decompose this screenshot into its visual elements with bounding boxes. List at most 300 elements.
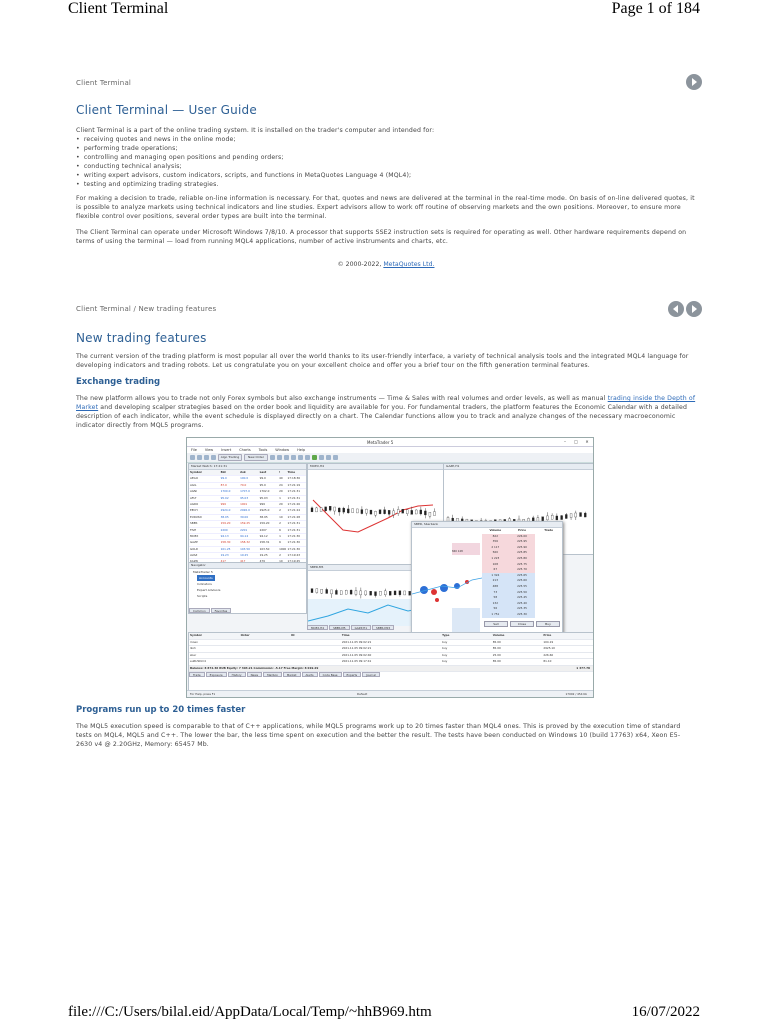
candle-body bbox=[394, 591, 396, 595]
column-header: Price bbox=[518, 528, 526, 532]
candle-body bbox=[352, 509, 354, 513]
candle-body bbox=[320, 507, 322, 511]
market-watch-cell: 2924.0 bbox=[220, 508, 231, 513]
dom-cell: 225.90 bbox=[517, 544, 527, 549]
maximize-icon: □ bbox=[574, 439, 578, 444]
dom-trade-bubble bbox=[435, 598, 439, 602]
exchange-paragraph bbox=[76, 394, 696, 430]
market-watch-cell: 2 bbox=[279, 521, 281, 526]
file-path: file:///C:/Users/bilal.eid/AppData/Local/Temp/~hhB969.htm bbox=[68, 1004, 432, 1020]
market-watch-cell: 159.25 bbox=[240, 521, 250, 526]
candle-body bbox=[375, 511, 377, 515]
candle-body bbox=[384, 510, 386, 514]
market-watch-cell: 2 bbox=[279, 553, 281, 558]
toolbox-tab: Journal bbox=[362, 672, 380, 677]
candle-body bbox=[365, 509, 367, 513]
navigator-panel bbox=[188, 562, 307, 614]
market-watch-cell: 19.25 bbox=[259, 553, 268, 558]
dom-rows bbox=[482, 534, 562, 618]
candle-body bbox=[556, 516, 558, 520]
market-watch-cell: 159.20 bbox=[259, 521, 270, 526]
section-title: New trading features bbox=[76, 331, 207, 345]
candle-body bbox=[580, 513, 582, 517]
balance-text: Balance: 8 872.36 RUB Equity: 7 303.21 Commission: -5.17 Free Margin: 8 019.29 bbox=[190, 665, 319, 670]
market-watch-cell: 101.25 bbox=[220, 546, 231, 551]
exchange-text-1: The new platform allows you to trade not only Forex symbols but also exchange instruments — Time & Sales with real volumes and order levels, as well as manual bbox=[76, 395, 608, 402]
column-header: Order bbox=[240, 633, 250, 637]
trade-cell bbox=[290, 653, 341, 659]
trade-cell: buy bbox=[442, 639, 448, 644]
balance-profit: 1 377.78 bbox=[576, 665, 590, 670]
market-watch-cell: FIVE bbox=[190, 527, 197, 532]
list-item: • receiving quotes and news in the online mode; bbox=[76, 135, 696, 144]
candle-body bbox=[575, 513, 577, 517]
market-watch-cell: 1 bbox=[279, 533, 281, 538]
candle-body bbox=[343, 508, 345, 512]
market-watch-cell: 999 bbox=[220, 501, 226, 506]
market-watch-cell: 17:21:19 bbox=[287, 482, 301, 487]
market-watch-cell: 87.0 bbox=[220, 482, 227, 487]
close-button: Close bbox=[510, 621, 534, 627]
column-header: Type bbox=[442, 633, 450, 637]
tree-item-selected: Accounts bbox=[199, 576, 213, 580]
market-watch-cell: AGNI bbox=[190, 489, 197, 494]
market-watch-cell: 19.23 bbox=[220, 553, 229, 558]
market-watch-cell: 17:21:31 bbox=[287, 489, 301, 494]
candle-body bbox=[316, 508, 318, 512]
candle-chart-icon bbox=[277, 455, 282, 460]
market-watch-cell: 17:21:28 bbox=[287, 514, 301, 519]
buy-button: Buy bbox=[536, 621, 560, 627]
candle-body bbox=[321, 589, 323, 593]
menu-item: Insert bbox=[221, 448, 232, 452]
candle-body bbox=[338, 508, 340, 512]
candle-body bbox=[411, 510, 413, 514]
trade-cell bbox=[240, 646, 291, 652]
market-watch-cell: 2207 bbox=[259, 527, 267, 532]
new-order-button: New Order bbox=[244, 454, 268, 461]
algo-trading-button: Algo Trading bbox=[218, 454, 242, 461]
market-watch-cell: 17:21:31 bbox=[287, 521, 301, 526]
list-item: • testing and optimizing trading strategies. bbox=[76, 180, 696, 189]
trade-cell bbox=[240, 653, 291, 659]
market-watch-cell: 38.95 bbox=[259, 514, 268, 519]
dom-cell: 225.95 bbox=[517, 539, 527, 544]
intro-paragraph: The current version of the trading platform is most popular all over the world thanks to its user-friendly interface, a variety of technical analysis tools and the integrated MQL4 language for developing indicators and trading robots. Let us congratulate you on your excellent choice and offer you a brief tour on the fifth generation terminal features. bbox=[76, 353, 689, 369]
column-header: Volume bbox=[489, 528, 502, 532]
market-watch-icon bbox=[211, 455, 216, 460]
market-watch-cell: 99.0 bbox=[220, 476, 227, 481]
toolbox-tab: Mailbox bbox=[263, 672, 282, 677]
column-header: Symbol bbox=[190, 470, 202, 474]
dom-trade-bubble bbox=[431, 589, 437, 595]
dom-row bbox=[482, 612, 562, 618]
market-watch-cell: 103.50 bbox=[259, 546, 270, 551]
candle-body bbox=[340, 591, 342, 595]
dom-cell: 225.70 bbox=[517, 567, 527, 572]
trade-cell bbox=[290, 640, 341, 646]
menu-item: File bbox=[191, 448, 197, 452]
trade-cell: sber bbox=[190, 652, 197, 657]
tree-item: Scripts bbox=[197, 594, 208, 598]
market-watch-cell: AEGO bbox=[190, 476, 199, 481]
market-watch-cell: 38.05 bbox=[220, 514, 229, 519]
trade-cell bbox=[240, 640, 291, 646]
dom-cell: 108 bbox=[492, 561, 498, 566]
market-watch-cell: 17:21:30 bbox=[287, 540, 301, 545]
candle-body bbox=[546, 516, 548, 520]
dom-title: SBER, Sberbank bbox=[412, 522, 562, 528]
tab-chart: SBER,M5 bbox=[329, 625, 350, 630]
column-header: Symbol bbox=[190, 633, 202, 637]
toolbox-tab: News bbox=[247, 672, 263, 677]
feature-list bbox=[76, 135, 696, 189]
column-header: Bid bbox=[220, 470, 226, 474]
dom-price-label: 840 148 bbox=[452, 550, 463, 553]
tab-favorites: Favorites bbox=[211, 608, 232, 613]
menu-item: Charts bbox=[239, 448, 251, 452]
toolbox-tab: Trade bbox=[189, 672, 205, 677]
cursor-icon bbox=[319, 455, 324, 460]
column-header: ID bbox=[291, 633, 295, 637]
subheading-programs-faster: Programs run up to 20 times faster bbox=[76, 705, 246, 715]
tab-common: Common bbox=[189, 608, 210, 613]
market-watch-cell: 1702.0 bbox=[259, 489, 270, 494]
candle-body bbox=[388, 510, 390, 514]
market-watch-cell: 2925.0 bbox=[259, 508, 270, 513]
navigator-title: Navigator bbox=[189, 563, 306, 569]
dom-cell: 822 bbox=[492, 533, 498, 538]
market-watch-cell: 95.0 bbox=[259, 482, 266, 487]
metatrader-screenshot bbox=[186, 437, 594, 698]
candle-body bbox=[334, 507, 336, 511]
market-watch-cell: GAZP bbox=[190, 540, 198, 545]
candle-body bbox=[325, 507, 327, 511]
dom-cell: 488 bbox=[492, 583, 498, 588]
market-watch-cell: AGIL bbox=[190, 482, 197, 487]
toolbox-tab: Experts bbox=[343, 672, 362, 677]
tree-item: Indicators bbox=[197, 582, 212, 586]
dom-cell: 56 bbox=[493, 606, 498, 611]
candle-body bbox=[370, 510, 372, 514]
candle-body bbox=[335, 590, 337, 594]
column-header: Volume bbox=[492, 633, 505, 637]
dom-cell: 225.60 bbox=[517, 578, 527, 583]
market-watch-cell: SBER bbox=[190, 521, 198, 526]
candle-body bbox=[356, 509, 358, 513]
column-header: Trade bbox=[544, 528, 554, 532]
dom-cell: 58 bbox=[493, 595, 498, 600]
candle-body bbox=[379, 591, 381, 595]
market-watch-cell: AGRO bbox=[190, 501, 199, 506]
market-watch-cell: 158.32 bbox=[240, 540, 250, 545]
dom-cell: 225.40 bbox=[517, 600, 527, 605]
trade-cell: 25.00 bbox=[492, 652, 501, 657]
market-watch-cell: GOLD bbox=[190, 546, 199, 551]
next-topic-button[interactable] bbox=[686, 301, 702, 317]
candle-body bbox=[397, 509, 399, 513]
metaquotes-link[interactable]: MetaQuotes Ltd. bbox=[383, 261, 435, 268]
dom-cell: 560 bbox=[492, 550, 498, 555]
breadcrumb: Client Terminal / New trading features bbox=[76, 305, 217, 313]
trade-cell: 2925.10 bbox=[543, 646, 555, 650]
trade-cell: buy bbox=[442, 652, 448, 657]
market-watch-cell: 17:18:36 bbox=[287, 476, 301, 481]
market-watch-cell: 95.02 bbox=[220, 495, 229, 500]
candle-body bbox=[551, 515, 553, 519]
navigator-tree bbox=[189, 569, 306, 599]
topic-nav bbox=[686, 74, 702, 90]
market-watch-cell: AFLT bbox=[190, 495, 197, 500]
print-header-title: Client Terminal bbox=[68, 0, 169, 17]
copyright-text: © 2000-2022, bbox=[337, 261, 384, 268]
dom-cell: 213 bbox=[492, 578, 498, 583]
trade-cell: 2021.11.05 09:17:41 bbox=[341, 659, 372, 663]
dom-chart-area bbox=[412, 528, 482, 649]
dom-cell: 225.80 bbox=[517, 555, 527, 560]
market-watch-rows bbox=[189, 476, 306, 565]
section-new-trading-features bbox=[76, 302, 696, 430]
exchange-text-2: and developing scalper strategies based on the order book and liquidity are available for you. For fundamental traders, the platform features the Economic Calendar with a detailed description of each indicator, while the event schedule is displayed directly on a chart. The Calendar functions allow you to track and analyze changes of the necessary macroeconomic indicator directly from MQL5 programs. bbox=[76, 404, 688, 429]
market-watch-cell: 2926.0 bbox=[240, 508, 250, 513]
trade-cell: buy bbox=[442, 646, 448, 650]
dom-cell: 225.45 bbox=[517, 595, 527, 600]
market-watch-cell: 999 bbox=[259, 501, 265, 506]
market-watch-cell: EURUSD bbox=[190, 514, 202, 519]
paragraph: For making a decision to trade, reliable on-line information is necessary. For that, quotes and news are delivered at the terminal in the real-time mode. On basis of on-line delivered quotes, it is possible to analyze markets using technical indicators and line studies. Expert advisors allow to work off routine of observing markets and the own positions. Moreover, to ensure more flexible control over positions, several order types are built into the terminal. bbox=[76, 195, 695, 220]
dom-cell: 1 223 bbox=[491, 555, 500, 560]
column-header: Ask bbox=[240, 470, 246, 474]
menu-item: Help bbox=[297, 448, 306, 452]
auto-scroll-icon bbox=[312, 455, 317, 460]
chart-title: GAZP,H1 bbox=[444, 464, 594, 470]
dom-cell: 73 bbox=[493, 589, 498, 594]
trade-cell: 104.19 bbox=[543, 639, 554, 644]
candle-body bbox=[415, 510, 417, 514]
candle-body bbox=[326, 589, 328, 593]
chart-tabs bbox=[307, 625, 394, 630]
market-watch-cell: 10 bbox=[279, 514, 283, 519]
dom-cell: 67 bbox=[493, 567, 498, 572]
toolbox-tab: Market bbox=[283, 672, 301, 677]
print-header bbox=[0, 0, 768, 22]
candle-body bbox=[433, 512, 435, 516]
market-watch-cell: 17:21:24 bbox=[287, 508, 301, 513]
dom-cell: 225.30 bbox=[517, 611, 527, 616]
candle-body bbox=[584, 513, 586, 517]
topic-nav bbox=[668, 301, 702, 317]
candle-body bbox=[424, 511, 426, 515]
tab-chart: SBER,M15 bbox=[372, 625, 394, 630]
trade-cell: buy bbox=[442, 659, 448, 663]
candle-body bbox=[375, 592, 377, 596]
trade-cell: lkoh bbox=[190, 646, 196, 650]
candle-body bbox=[345, 590, 347, 594]
candle-body bbox=[370, 591, 372, 595]
crosshair-icon bbox=[326, 455, 331, 460]
market-watch-cell: 39.00 bbox=[240, 514, 249, 519]
dom-trading-link[interactable]: trading inside the Depth of Market bbox=[76, 395, 696, 411]
trade-cell bbox=[290, 646, 341, 652]
trade-cell: 2021.11.05 09:02:40 bbox=[341, 652, 372, 657]
candle-body bbox=[429, 512, 431, 516]
navigator-tabs bbox=[189, 608, 231, 613]
market-watch-cell: 19.25 bbox=[240, 553, 249, 558]
market-watch-cell: 1707.0 bbox=[240, 489, 250, 494]
zoom-out-icon bbox=[298, 455, 303, 460]
candle-body bbox=[329, 506, 331, 510]
menu-item: Tools bbox=[258, 448, 268, 452]
programs-paragraph: The MQL5 execution speed is comparable to that of C++ applications, while MQL5 programs work up to 20 times faster than MQL4 ones. This is proved by the execution time of standard tests on MQL4, MQL5 and C++. The lower the bar, the less time spent on execution and the better the result. The tests have been conducted on Windows 10 (build 17763) x64, Xeon E5-2630 v4 @ 2.20GHz, Memory: 65457 Mb. bbox=[76, 723, 681, 748]
market-watch-panel bbox=[188, 463, 307, 563]
candle-body bbox=[570, 514, 572, 518]
market-watch-cell: 17:21:31 bbox=[287, 495, 301, 500]
candle-body bbox=[360, 591, 362, 595]
minimize-icon: – bbox=[564, 439, 566, 444]
candle-body bbox=[331, 590, 333, 594]
market-watch-cell: 158.31 bbox=[259, 540, 270, 545]
market-watch-cell: 20 bbox=[279, 489, 283, 494]
column-header: Price bbox=[543, 633, 552, 637]
dom-cell: 2 117 bbox=[491, 544, 500, 549]
dom-cell: 225.65 bbox=[517, 572, 527, 577]
copyright bbox=[76, 261, 696, 268]
candle-body bbox=[389, 591, 391, 595]
list-item: • controlling and managing open positions and pending orders; bbox=[76, 153, 696, 162]
market-watch-cell: 94.13 bbox=[220, 533, 229, 538]
market-watch-cell: 94.12 bbox=[259, 533, 268, 538]
market-watch-cell: 2200 bbox=[220, 527, 228, 532]
toolbox-tab: History bbox=[228, 672, 246, 677]
trade-cell: moex bbox=[190, 639, 198, 644]
trade-cell bbox=[290, 659, 341, 665]
candle-body bbox=[311, 508, 313, 512]
candle-body bbox=[565, 514, 567, 518]
candle-body bbox=[561, 516, 563, 520]
dom-trade-bubble bbox=[440, 584, 448, 592]
market-watch-cell: 94.14 bbox=[240, 533, 249, 538]
dom-cell: 132 bbox=[492, 600, 498, 605]
tab-chart: MOEX,H4 bbox=[307, 625, 328, 630]
breadcrumb: Client Terminal bbox=[76, 79, 132, 87]
toolbox-tab: Alerts bbox=[302, 672, 318, 677]
trade-cell: euRUSDm4 bbox=[190, 659, 206, 663]
window-title: MetaTrader 5 bbox=[367, 440, 394, 445]
toolbox-tab: Code Base bbox=[319, 672, 342, 677]
market-watch-cell: 6 bbox=[279, 540, 281, 545]
candle-body bbox=[402, 509, 404, 513]
save-icon bbox=[204, 455, 209, 460]
subheading-exchange-trading: Exchange trading bbox=[76, 377, 161, 387]
column-header: Time bbox=[287, 470, 296, 474]
market-watch-cell: 2 bbox=[279, 508, 281, 513]
market-watch-cell: 17:21:30 bbox=[287, 533, 301, 538]
market-watch-cell: 100.0 bbox=[240, 476, 249, 481]
section-programs-speed bbox=[76, 705, 696, 749]
market-watch-cell: 40 bbox=[279, 476, 283, 481]
status-traffic: 17002 / 454 Kb bbox=[565, 692, 587, 696]
market-watch-cell: 70.0 bbox=[240, 482, 247, 487]
market-watch-cell: MOEX bbox=[190, 533, 199, 538]
paragraph: The Client Terminal can operate under Microsoft Windows 7/8/10. A processor that supports SSE2 instruction sets is required for operating as well. Other hardware requirements depend on terms of using the terminal — load from running MQL4 applications, number of active instruments and charts, etc. bbox=[76, 229, 687, 245]
line-chart-icon bbox=[284, 455, 289, 460]
zoom-in-icon bbox=[291, 455, 296, 460]
tree-item: Expert Advisors bbox=[197, 588, 221, 592]
dom-cell: 225.75 bbox=[517, 561, 527, 566]
bar-chart-icon bbox=[270, 455, 275, 460]
close-icon: ✕ bbox=[585, 439, 589, 444]
statusbar bbox=[187, 690, 593, 697]
candle-body bbox=[393, 511, 395, 515]
trade-cell: 2021.11.05 09:02:21 bbox=[341, 639, 372, 644]
dom-ladder bbox=[482, 528, 562, 649]
dom-trade-cell bbox=[535, 612, 562, 618]
market-watch-cell: 159.20 bbox=[220, 521, 231, 526]
trade-cell: 2021.11.05 09:02:21 bbox=[341, 646, 372, 650]
market-watch-cell: 6 bbox=[279, 527, 281, 532]
sell-button: Sell bbox=[484, 621, 508, 627]
tree-item: MetaTrader 5 bbox=[193, 570, 213, 574]
chart-title: SBER,M5 bbox=[308, 565, 443, 571]
menu-item: View bbox=[204, 448, 214, 452]
market-watch-cell: 20 bbox=[279, 501, 283, 506]
toolbox-tab: Exposure bbox=[206, 672, 227, 677]
section-client-terminal bbox=[76, 76, 696, 268]
dom-cell: 226.00 bbox=[517, 533, 527, 538]
market-watch-cell: 1000 bbox=[279, 546, 287, 551]
trade-rows bbox=[189, 640, 593, 666]
market-watch-cell: 1001 bbox=[240, 501, 248, 506]
market-watch-cell: 1 bbox=[279, 495, 281, 500]
list-item: • performing trade operations; bbox=[76, 144, 696, 153]
toolbox-tabs bbox=[189, 672, 593, 677]
market-watch-cell: 103.50 bbox=[240, 546, 250, 551]
toolbox-panel bbox=[188, 632, 594, 691]
status-profile: Default bbox=[357, 692, 368, 696]
dom-cell: 225.50 bbox=[517, 589, 527, 594]
candle-body bbox=[399, 591, 401, 595]
candle-body bbox=[404, 591, 406, 595]
market-watch-cell: AVAZ bbox=[190, 553, 198, 558]
dom-cell: 356 bbox=[492, 539, 498, 544]
dom-cell: 1 751 bbox=[491, 611, 500, 616]
candle-body bbox=[379, 510, 381, 514]
market-watch-title: Market Watch: 17:21:31 bbox=[189, 464, 306, 470]
column-header: ! bbox=[279, 470, 281, 474]
status-help: For Help, press F1 bbox=[190, 692, 216, 696]
dom-cell: 225.35 bbox=[517, 606, 527, 611]
trade-cell: 81.10 bbox=[543, 659, 552, 663]
previous-topic-button[interactable] bbox=[668, 301, 684, 317]
print-footer bbox=[0, 1000, 768, 1024]
tab-chart: GAZP,H1 bbox=[351, 625, 371, 630]
next-topic-button[interactable] bbox=[686, 74, 702, 90]
window-titlebar bbox=[187, 438, 593, 447]
new-chart-icon bbox=[190, 455, 195, 460]
market-watch-cell: 2201 bbox=[240, 527, 248, 532]
candle-body bbox=[347, 509, 349, 513]
dom-buttons bbox=[482, 621, 562, 627]
grid-icon bbox=[305, 455, 310, 460]
market-watch-cell: 99.0 bbox=[259, 476, 266, 481]
print-date: 16/07/2022 bbox=[631, 1004, 700, 1020]
trade-cell: 85.00 bbox=[492, 646, 501, 650]
market-watch-cell: 1700.0 bbox=[220, 489, 231, 494]
trade-cell bbox=[240, 659, 291, 665]
candle-body bbox=[361, 510, 363, 514]
candle-body bbox=[311, 589, 313, 593]
candle-body bbox=[355, 591, 357, 595]
